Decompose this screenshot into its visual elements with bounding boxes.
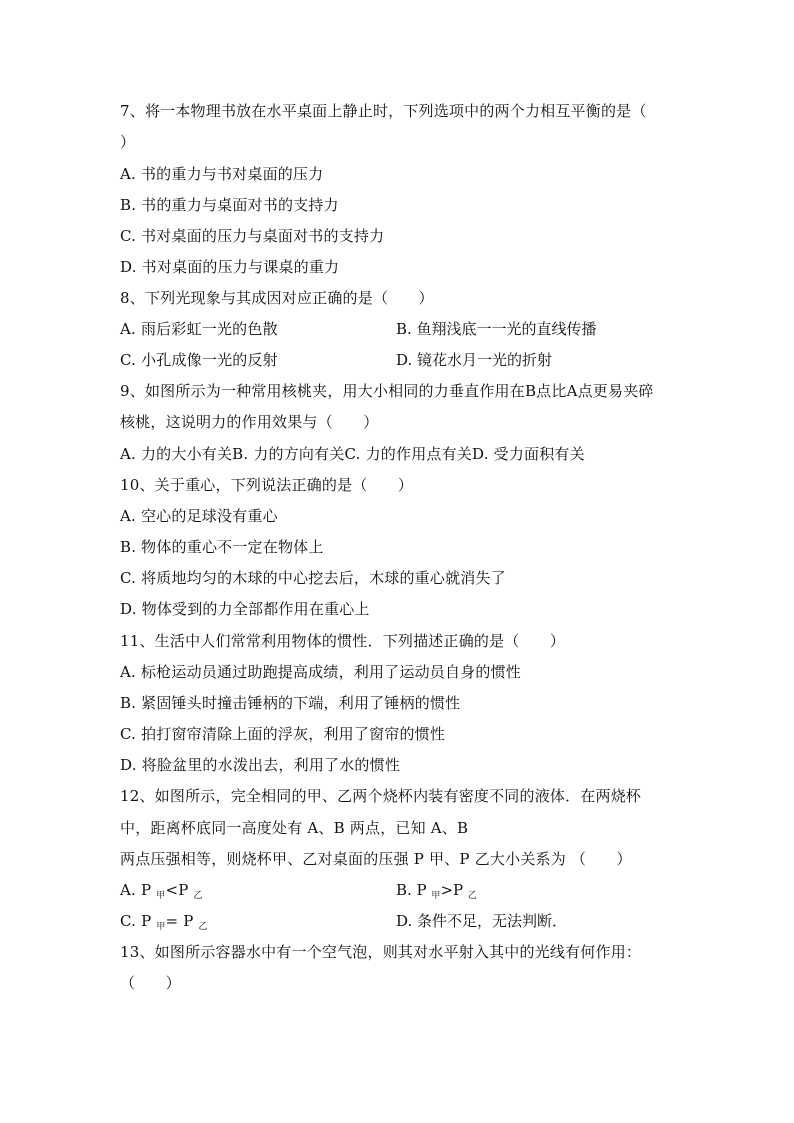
q11-option-d: D. 将脸盆里的水泼出去，利用了水的惯性	[120, 756, 401, 774]
q8-option-b: B. 鱼翔浅底一一光的直线传播	[396, 320, 597, 338]
q7-option-b: B. 书的重力与桌面对书的支持力	[120, 196, 339, 214]
q9-stem-line-2: 核桃，这说明力的作用效果与（ ）	[120, 413, 379, 431]
q12-option-b-sub-jia: 甲	[431, 891, 441, 901]
q8-option-a: A. 雨后彩虹一光的色散	[120, 320, 278, 338]
q12-stem-line-3: 两点压强相等，则烧杯甲、乙对桌面的压强 P 甲、P 乙大小关系为 （ ）	[120, 850, 632, 868]
q9-options: A. 力的大小有关B. 力的方向有关C. 力的作用点有关D. 受力面积有关	[120, 445, 585, 463]
q10-option-a: A. 空心的足球没有重心	[120, 507, 278, 525]
q12-option-a-sub-yi: 乙	[193, 891, 203, 901]
q12-stem-line-2: 中，距离杯底同一高度处有 A、B 两点，已知 A、B	[120, 819, 469, 837]
q12-option-c-prefix: C. P	[120, 912, 157, 930]
q12-option-b-prefix: B. P	[396, 881, 432, 899]
q11-option-c: C. 拍打窗帘清除上面的浮灰，利用了窗帘的惯性	[120, 725, 446, 743]
q7-option-d: D. 书对桌面的压力与课桌的重力	[120, 258, 340, 276]
q7-option-c: C. 书对桌面的压力与桌面对书的支持力	[120, 227, 385, 245]
q8-option-d: D. 镜花水月一光的折射	[396, 351, 553, 369]
q8-option-c: C. 小孔成像一光的反射	[120, 351, 278, 369]
q12-stem-line-1: 12、如图所示，完全相同的甲、乙两个烧杯内装有密度不同的液体．在两烧杯	[120, 787, 642, 805]
q10-option-c: C. 将质地均匀的木球的中心挖去后，木球的重心就消失了	[120, 569, 506, 587]
q11-option-a: A. 标枪运动员通过助跑提高成绩，利用了运动员自身的惯性	[120, 663, 521, 681]
q12-option-a-mid: <P	[165, 881, 194, 899]
q9-stem-line-1: 9、如图所示为一种常用核桃夹，用大小相同的力垂直作用在B点比A点更易夹碎	[120, 382, 654, 400]
q12-option-a-sub-jia: 甲	[156, 891, 166, 901]
q12-option-c-mid: = P	[165, 912, 199, 930]
q7-stem-line-2: ）	[120, 133, 136, 151]
q10-stem: 10、关于重心，下列说法正确的是（ ）	[120, 476, 414, 494]
q10-option-b: B. 物体的重心不一定在物体上	[120, 538, 324, 556]
q12-option-c-sub-yi: 乙	[198, 922, 208, 932]
q11-option-b: B. 紧固锤头时撞击锤柄的下端，利用了锤柄的惯性	[120, 694, 461, 712]
q8-stem: 8、下列光现象与其成因对应正确的是（ ）	[120, 289, 434, 307]
q13-stem-line-1: 13、如图所示容器水中有一个空气泡，则其对水平射入其中的光线有何作用：	[120, 943, 642, 961]
q7-stem-line-1: 7、将一本物理书放在水平桌面上静止时，下列选项中的两个力相互平衡的是（	[120, 102, 647, 120]
q7-option-a: A. 书的重力与书对桌面的压力	[120, 165, 324, 183]
q12-option-b	[396, 880, 477, 906]
q13-stem-line-2: （ ）	[120, 974, 181, 992]
q10-option-d: D. 物体受到的力全部都作用在重心上	[120, 600, 370, 618]
q12-option-a	[120, 880, 203, 906]
q12-option-b-mid: >P	[440, 881, 468, 899]
q11-stem: 11、生活中人们常常利用物体的惯性．下列描述正确的是（ ）	[120, 632, 566, 650]
q12-option-b-sub-yi: 乙	[467, 891, 477, 901]
q12-option-a-prefix: A. P	[120, 881, 157, 899]
q12-option-d: D. 条件不足，无法判断．	[396, 912, 568, 930]
q12-option-c	[120, 911, 208, 937]
q12-option-c-sub-jia: 甲	[156, 922, 166, 932]
